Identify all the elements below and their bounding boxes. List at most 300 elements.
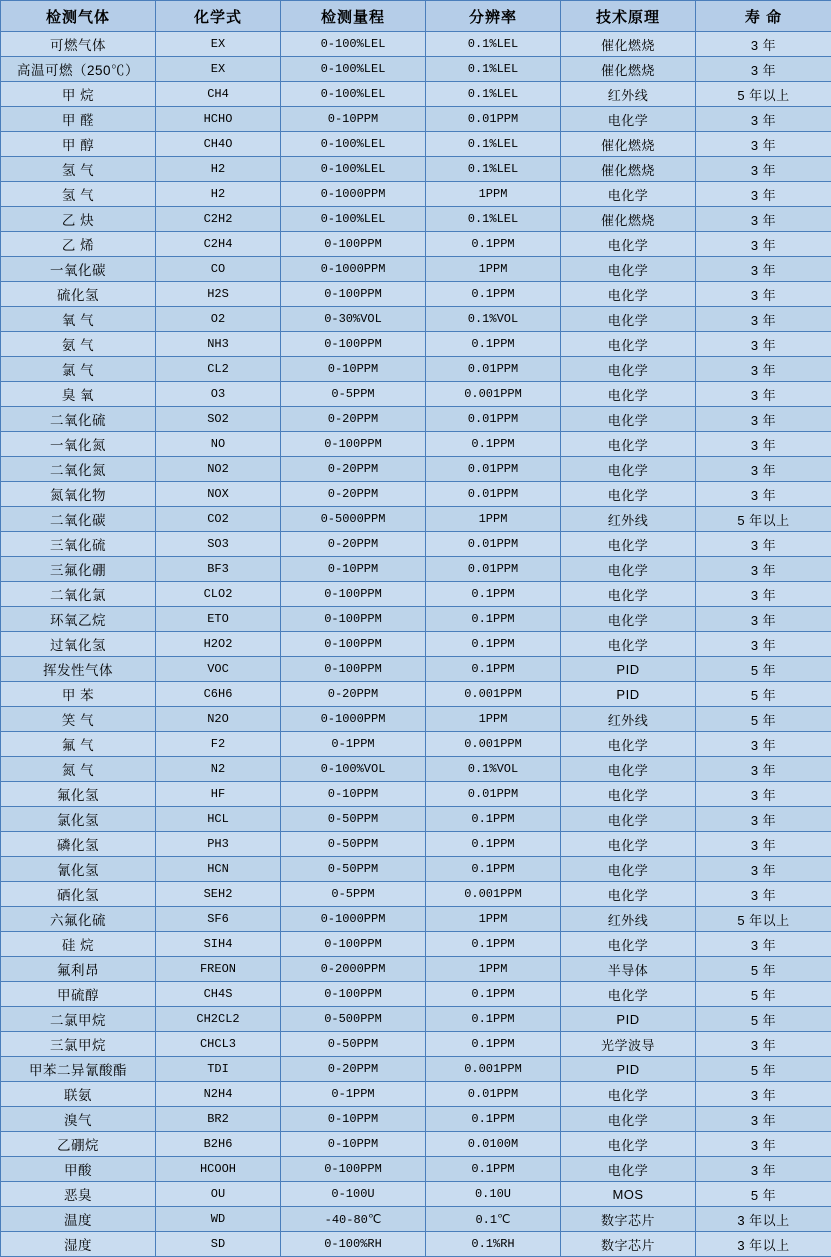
cell-lifetime: 5 年	[696, 682, 831, 707]
cell-formula: EX	[156, 57, 281, 82]
cell-principle: 电化学	[561, 732, 696, 757]
cell-range: 0-20PPM	[281, 457, 426, 482]
cell-gas: 恶臭	[1, 1182, 156, 1207]
cell-range: 0-100PPM	[281, 582, 426, 607]
cell-resolution: 0.1PPM	[426, 832, 561, 857]
cell-principle: 电化学	[561, 332, 696, 357]
cell-formula: NO2	[156, 457, 281, 482]
cell-gas: 氟化氢	[1, 782, 156, 807]
table-row	[1, 107, 831, 132]
cell-resolution: 1PPM	[426, 182, 561, 207]
table-row	[1, 82, 831, 107]
table-row	[1, 957, 831, 982]
cell-formula: SD	[156, 1232, 281, 1257]
cell-range: 0-5000PPM	[281, 507, 426, 532]
cell-range: 0-100PPM	[281, 932, 426, 957]
cell-formula: C2H4	[156, 232, 281, 257]
cell-lifetime: 3 年	[696, 432, 831, 457]
cell-formula: SO3	[156, 532, 281, 557]
cell-resolution: 0.1PPM	[426, 1157, 561, 1182]
cell-gas: 氯 气	[1, 357, 156, 382]
cell-principle: PID	[561, 1007, 696, 1032]
cell-resolution: 0.1PPM	[426, 1007, 561, 1032]
cell-lifetime: 3 年	[696, 182, 831, 207]
cell-range: 0-5PPM	[281, 382, 426, 407]
table-header-row	[1, 1, 831, 32]
cell-formula: CHCL3	[156, 1032, 281, 1057]
table-row	[1, 282, 831, 307]
cell-lifetime: 3 年	[696, 282, 831, 307]
table-header	[1, 1, 831, 32]
table-row	[1, 607, 831, 632]
cell-principle: 电化学	[561, 407, 696, 432]
cell-lifetime: 5 年	[696, 957, 831, 982]
cell-range: 0-10PPM	[281, 1132, 426, 1157]
cell-formula: BR2	[156, 1107, 281, 1132]
cell-formula: OU	[156, 1182, 281, 1207]
cell-resolution: 0.1PPM	[426, 632, 561, 657]
cell-resolution: 0.1%LEL	[426, 57, 561, 82]
cell-range: 0-10PPM	[281, 782, 426, 807]
table-row	[1, 182, 831, 207]
cell-formula: HF	[156, 782, 281, 807]
table-row	[1, 832, 831, 857]
cell-principle: 电化学	[561, 932, 696, 957]
cell-lifetime: 5 年	[696, 1182, 831, 1207]
cell-resolution: 0.01PPM	[426, 457, 561, 482]
cell-gas: 甲 烷	[1, 82, 156, 107]
cell-range: 0-10PPM	[281, 557, 426, 582]
cell-gas: 氢 气	[1, 157, 156, 182]
cell-principle: 电化学	[561, 832, 696, 857]
table-row	[1, 807, 831, 832]
cell-lifetime: 3 年	[696, 532, 831, 557]
cell-range: 0-20PPM	[281, 482, 426, 507]
cell-formula: VOC	[156, 657, 281, 682]
cell-principle: 光学波导	[561, 1032, 696, 1057]
cell-gas: 甲 醇	[1, 132, 156, 157]
cell-lifetime: 3 年	[696, 207, 831, 232]
cell-principle: 电化学	[561, 557, 696, 582]
cell-range: 0-500PPM	[281, 1007, 426, 1032]
cell-resolution: 0.1PPM	[426, 857, 561, 882]
cell-range: 0-100%LEL	[281, 57, 426, 82]
cell-principle: 电化学	[561, 1157, 696, 1182]
cell-lifetime: 3 年	[696, 457, 831, 482]
cell-principle: PID	[561, 657, 696, 682]
cell-gas: 氮 气	[1, 757, 156, 782]
cell-lifetime: 3 年	[696, 482, 831, 507]
cell-gas: 氮氧化物	[1, 482, 156, 507]
table-row	[1, 507, 831, 532]
cell-formula: N2	[156, 757, 281, 782]
cell-range: 0-1000PPM	[281, 182, 426, 207]
cell-resolution: 0.1%RH	[426, 1232, 561, 1257]
table-row	[1, 1082, 831, 1107]
table-row	[1, 557, 831, 582]
cell-resolution: 0.1PPM	[426, 582, 561, 607]
cell-principle: 电化学	[561, 282, 696, 307]
cell-gas: 联氨	[1, 1082, 156, 1107]
cell-range: 0-10PPM	[281, 107, 426, 132]
cell-lifetime: 5 年以上	[696, 82, 831, 107]
cell-formula: CO2	[156, 507, 281, 532]
cell-lifetime: 3 年	[696, 257, 831, 282]
cell-range: 0-100PPM	[281, 982, 426, 1007]
table-row	[1, 1182, 831, 1207]
cell-resolution: 0.1PPM	[426, 1107, 561, 1132]
cell-principle: 催化燃烧	[561, 57, 696, 82]
cell-lifetime: 5 年	[696, 657, 831, 682]
cell-gas: 一氧化氮	[1, 432, 156, 457]
cell-lifetime: 3 年以上	[696, 1232, 831, 1257]
cell-principle: 电化学	[561, 1107, 696, 1132]
cell-gas: 二氧化氯	[1, 582, 156, 607]
cell-principle: PID	[561, 1057, 696, 1082]
cell-formula: NH3	[156, 332, 281, 357]
cell-formula: FREON	[156, 957, 281, 982]
cell-lifetime: 3 年	[696, 582, 831, 607]
table-row	[1, 407, 831, 432]
cell-gas: 二氧化氮	[1, 457, 156, 482]
cell-formula: CO	[156, 257, 281, 282]
cell-range: 0-100PPM	[281, 607, 426, 632]
cell-lifetime: 5 年以上	[696, 907, 831, 932]
cell-formula: H2	[156, 157, 281, 182]
cell-resolution: 0.1%VOL	[426, 757, 561, 782]
table-row	[1, 732, 831, 757]
cell-resolution: 0.1PPM	[426, 432, 561, 457]
cell-lifetime: 3 年	[696, 332, 831, 357]
cell-range: 0-20PPM	[281, 1057, 426, 1082]
table-row	[1, 657, 831, 682]
cell-range: 0-2000PPM	[281, 957, 426, 982]
cell-lifetime: 5 年以上	[696, 507, 831, 532]
cell-resolution: 0.001PPM	[426, 382, 561, 407]
cell-principle: 电化学	[561, 982, 696, 1007]
cell-gas: 笑 气	[1, 707, 156, 732]
cell-resolution: 0.1PPM	[426, 332, 561, 357]
cell-lifetime: 3 年	[696, 1032, 831, 1057]
cell-resolution: 0.01PPM	[426, 557, 561, 582]
cell-principle: 催化燃烧	[561, 132, 696, 157]
cell-formula: CH4S	[156, 982, 281, 1007]
cell-lifetime: 5 年	[696, 1057, 831, 1082]
cell-principle: 电化学	[561, 257, 696, 282]
cell-range: 0-1PPM	[281, 1082, 426, 1107]
cell-gas: 硒化氢	[1, 882, 156, 907]
table-row	[1, 982, 831, 1007]
cell-resolution: 0.1℃	[426, 1207, 561, 1232]
cell-gas: 二氧化硫	[1, 407, 156, 432]
table-row	[1, 457, 831, 482]
cell-formula: O2	[156, 307, 281, 332]
cell-formula: CH4	[156, 82, 281, 107]
cell-gas: 甲 苯	[1, 682, 156, 707]
cell-principle: 电化学	[561, 582, 696, 607]
cell-resolution: 0.01PPM	[426, 407, 561, 432]
cell-formula: SEH2	[156, 882, 281, 907]
cell-formula: WD	[156, 1207, 281, 1232]
cell-principle: 电化学	[561, 482, 696, 507]
cell-resolution: 0.001PPM	[426, 682, 561, 707]
cell-resolution: 1PPM	[426, 707, 561, 732]
cell-lifetime: 3 年	[696, 307, 831, 332]
cell-principle: 红外线	[561, 507, 696, 532]
cell-principle: 电化学	[561, 357, 696, 382]
cell-lifetime: 3 年	[696, 57, 831, 82]
cell-lifetime: 3 年	[696, 557, 831, 582]
table-row	[1, 482, 831, 507]
cell-gas: 环氧乙烷	[1, 607, 156, 632]
cell-lifetime: 3 年	[696, 232, 831, 257]
cell-formula: CH2CL2	[156, 1007, 281, 1032]
cell-resolution: 1PPM	[426, 907, 561, 932]
cell-range: 0-1000PPM	[281, 907, 426, 932]
cell-principle: 电化学	[561, 1132, 696, 1157]
cell-gas: 磷化氢	[1, 832, 156, 857]
cell-gas: 甲苯二异氰酸酯	[1, 1057, 156, 1082]
cell-resolution: 0.001PPM	[426, 732, 561, 757]
cell-resolution: 0.0100M	[426, 1132, 561, 1157]
cell-lifetime: 3 年	[696, 832, 831, 857]
cell-resolution: 0.1PPM	[426, 1032, 561, 1057]
cell-principle: 电化学	[561, 532, 696, 557]
cell-range: 0-20PPM	[281, 682, 426, 707]
cell-range: 0-100%VOL	[281, 757, 426, 782]
cell-formula: BF3	[156, 557, 281, 582]
table-body	[1, 32, 831, 1257]
cell-formula: SIH4	[156, 932, 281, 957]
cell-resolution: 0.01PPM	[426, 482, 561, 507]
cell-formula: SF6	[156, 907, 281, 932]
cell-formula: HCL	[156, 807, 281, 832]
cell-principle: 半导体	[561, 957, 696, 982]
cell-range: 0-50PPM	[281, 832, 426, 857]
table-row	[1, 332, 831, 357]
cell-principle: 电化学	[561, 857, 696, 882]
cell-gas: 湿度	[1, 1232, 156, 1257]
cell-resolution: 0.01PPM	[426, 107, 561, 132]
cell-range: -40-80℃	[281, 1207, 426, 1232]
cell-formula: NO	[156, 432, 281, 457]
cell-formula: O3	[156, 382, 281, 407]
cell-principle: 电化学	[561, 807, 696, 832]
cell-resolution: 1PPM	[426, 507, 561, 532]
cell-lifetime: 3 年	[696, 757, 831, 782]
cell-lifetime: 5 年	[696, 707, 831, 732]
cell-resolution: 1PPM	[426, 957, 561, 982]
cell-principle: 催化燃烧	[561, 32, 696, 57]
cell-principle: 电化学	[561, 382, 696, 407]
cell-lifetime: 3 年	[696, 607, 831, 632]
cell-gas: 氢 气	[1, 182, 156, 207]
cell-formula: HCOOH	[156, 1157, 281, 1182]
cell-formula: HCHO	[156, 107, 281, 132]
cell-principle: 电化学	[561, 782, 696, 807]
cell-gas: 甲硫醇	[1, 982, 156, 1007]
cell-lifetime: 3 年	[696, 807, 831, 832]
cell-resolution: 0.1PPM	[426, 657, 561, 682]
cell-principle: 电化学	[561, 307, 696, 332]
cell-principle: 红外线	[561, 907, 696, 932]
cell-gas: 氯化氢	[1, 807, 156, 832]
table-row	[1, 307, 831, 332]
cell-resolution: 0.1PPM	[426, 232, 561, 257]
table-row	[1, 782, 831, 807]
table-row	[1, 1207, 831, 1232]
cell-formula: H2O2	[156, 632, 281, 657]
cell-principle: PID	[561, 682, 696, 707]
cell-formula: PH3	[156, 832, 281, 857]
table-row	[1, 157, 831, 182]
cell-principle: 电化学	[561, 182, 696, 207]
cell-principle: 电化学	[561, 432, 696, 457]
cell-range: 0-100PPM	[281, 282, 426, 307]
cell-resolution: 0.1%VOL	[426, 307, 561, 332]
table-row	[1, 1132, 831, 1157]
cell-lifetime: 3 年	[696, 1132, 831, 1157]
cell-range: 0-100PPM	[281, 657, 426, 682]
cell-formula: CH4O	[156, 132, 281, 157]
cell-gas: 过氧化氢	[1, 632, 156, 657]
cell-gas: 氟利昂	[1, 957, 156, 982]
table-row	[1, 682, 831, 707]
cell-range: 0-100PPM	[281, 332, 426, 357]
cell-formula: NOX	[156, 482, 281, 507]
cell-range: 0-100U	[281, 1182, 426, 1207]
cell-gas: 挥发性气体	[1, 657, 156, 682]
table-row	[1, 1232, 831, 1257]
cell-lifetime: 3 年	[696, 1082, 831, 1107]
cell-resolution: 0.001PPM	[426, 882, 561, 907]
cell-resolution: 0.1%LEL	[426, 82, 561, 107]
cell-gas: 二氧化碳	[1, 507, 156, 532]
cell-resolution: 0.1%LEL	[426, 32, 561, 57]
cell-principle: 电化学	[561, 1082, 696, 1107]
cell-principle: 催化燃烧	[561, 157, 696, 182]
cell-resolution: 0.01PPM	[426, 532, 561, 557]
cell-range: 0-100PPM	[281, 632, 426, 657]
table-row	[1, 1057, 831, 1082]
cell-lifetime: 3 年	[696, 357, 831, 382]
cell-lifetime: 3 年	[696, 157, 831, 182]
table-row	[1, 932, 831, 957]
cell-lifetime: 3 年	[696, 132, 831, 157]
cell-range: 0-20PPM	[281, 532, 426, 557]
cell-range: 0-1000PPM	[281, 257, 426, 282]
table-row	[1, 907, 831, 932]
cell-range: 0-100%LEL	[281, 207, 426, 232]
cell-formula: SO2	[156, 407, 281, 432]
table-row	[1, 857, 831, 882]
cell-range: 0-100PPM	[281, 232, 426, 257]
table-row	[1, 32, 831, 57]
table-row	[1, 707, 831, 732]
cell-range: 0-1PPM	[281, 732, 426, 757]
cell-lifetime: 3 年	[696, 932, 831, 957]
cell-range: 0-100PPM	[281, 432, 426, 457]
cell-gas: 三氟化硼	[1, 557, 156, 582]
cell-principle: 电化学	[561, 107, 696, 132]
cell-range: 0-30%VOL	[281, 307, 426, 332]
cell-principle: 数字芯片	[561, 1232, 696, 1257]
cell-formula: TDI	[156, 1057, 281, 1082]
cell-resolution: 0.01PPM	[426, 1082, 561, 1107]
cell-range: 0-100PPM	[281, 1157, 426, 1182]
cell-principle: 催化燃烧	[561, 207, 696, 232]
table-row	[1, 132, 831, 157]
cell-formula: C2H2	[156, 207, 281, 232]
cell-gas: 高温可燃（250℃）	[1, 57, 156, 82]
table-row	[1, 57, 831, 82]
cell-formula: HCN	[156, 857, 281, 882]
cell-gas: 甲 醛	[1, 107, 156, 132]
cell-lifetime: 3 年	[696, 857, 831, 882]
cell-formula: C6H6	[156, 682, 281, 707]
cell-lifetime: 3 年	[696, 382, 831, 407]
cell-gas: 氨 气	[1, 332, 156, 357]
cell-resolution: 0.01PPM	[426, 357, 561, 382]
cell-principle: 电化学	[561, 632, 696, 657]
cell-range: 0-100%LEL	[281, 157, 426, 182]
cell-resolution: 0.1%LEL	[426, 207, 561, 232]
cell-lifetime: 3 年	[696, 32, 831, 57]
cell-lifetime: 3 年	[696, 732, 831, 757]
table-row	[1, 1007, 831, 1032]
cell-range: 0-20PPM	[281, 407, 426, 432]
cell-principle: 电化学	[561, 607, 696, 632]
cell-gas: 氰化氢	[1, 857, 156, 882]
column-header-lifetime: 寿 命	[696, 1, 831, 32]
table-row	[1, 1157, 831, 1182]
cell-gas: 硫化氢	[1, 282, 156, 307]
cell-gas: 溴气	[1, 1107, 156, 1132]
table-row	[1, 232, 831, 257]
cell-resolution: 1PPM	[426, 257, 561, 282]
cell-range: 0-100%LEL	[281, 32, 426, 57]
cell-lifetime: 3 年	[696, 407, 831, 432]
cell-range: 0-5PPM	[281, 882, 426, 907]
cell-principle: 电化学	[561, 757, 696, 782]
table-row	[1, 882, 831, 907]
table-row	[1, 1032, 831, 1057]
column-header-principle: 技术原理	[561, 1, 696, 32]
cell-lifetime: 3 年	[696, 1107, 831, 1132]
table-row	[1, 582, 831, 607]
cell-gas: 乙硼烷	[1, 1132, 156, 1157]
cell-resolution: 0.1PPM	[426, 607, 561, 632]
cell-resolution: 0.1%LEL	[426, 132, 561, 157]
cell-resolution: 0.001PPM	[426, 1057, 561, 1082]
cell-formula: F2	[156, 732, 281, 757]
cell-principle: 红外线	[561, 707, 696, 732]
table-row	[1, 382, 831, 407]
cell-formula: CL2	[156, 357, 281, 382]
cell-lifetime: 3 年	[696, 1157, 831, 1182]
column-header-gas: 检测气体	[1, 1, 156, 32]
table-row	[1, 757, 831, 782]
cell-principle: 电化学	[561, 882, 696, 907]
cell-gas: 三氯甲烷	[1, 1032, 156, 1057]
cell-range: 0-10PPM	[281, 1107, 426, 1132]
column-header-resolution: 分辨率	[426, 1, 561, 32]
cell-principle: 数字芯片	[561, 1207, 696, 1232]
cell-principle: MOS	[561, 1182, 696, 1207]
cell-lifetime: 3 年	[696, 782, 831, 807]
cell-lifetime: 3 年	[696, 107, 831, 132]
cell-formula: EX	[156, 32, 281, 57]
